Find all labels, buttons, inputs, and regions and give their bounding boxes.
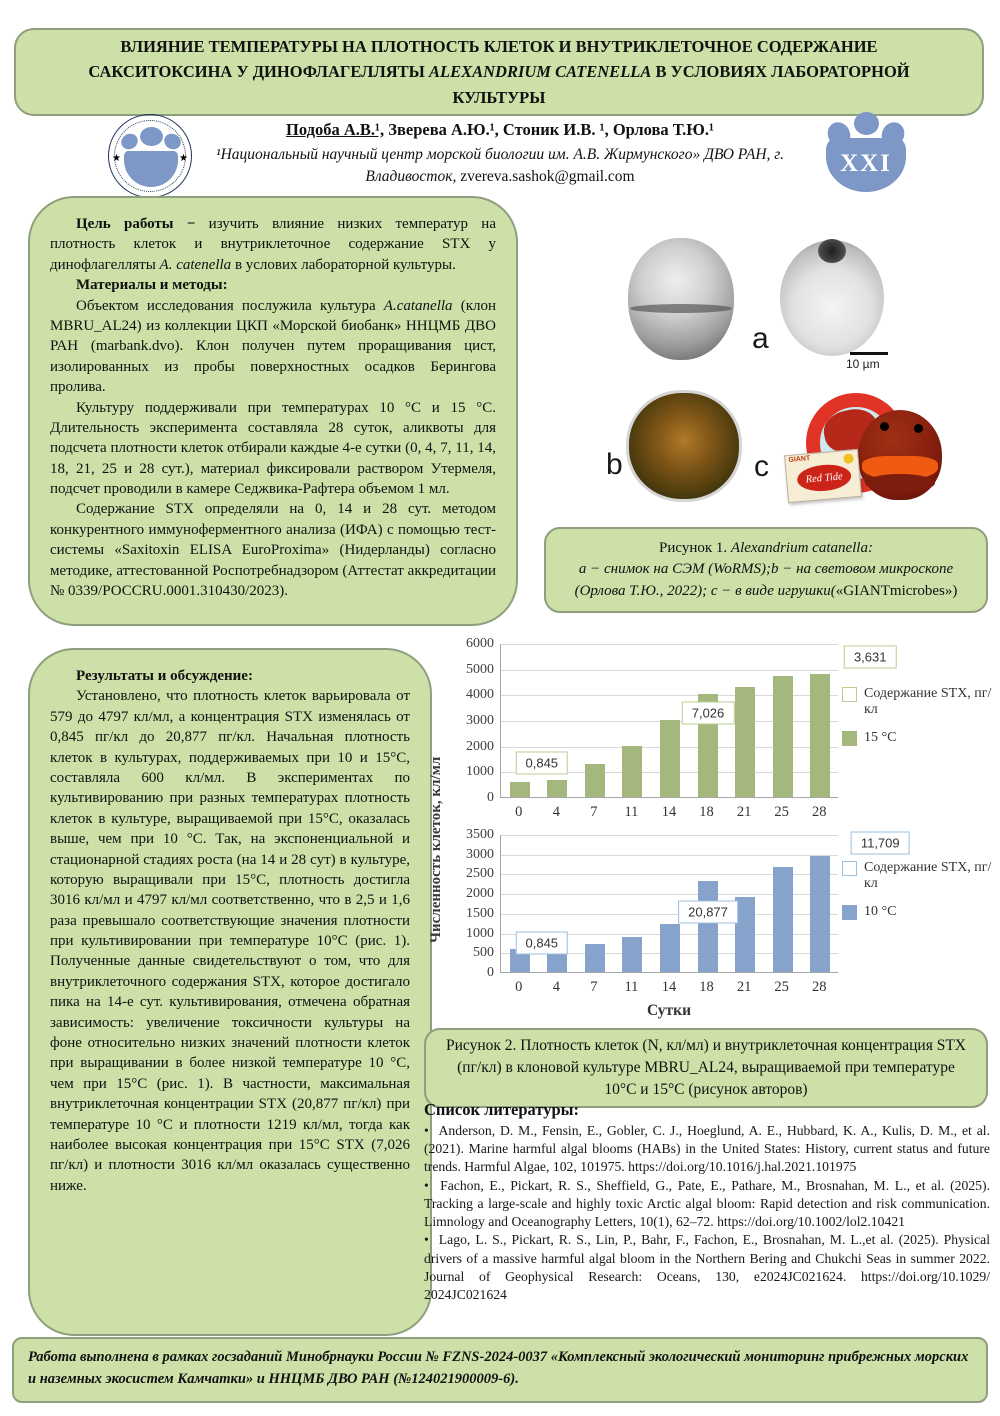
cell-girdle [630,304,732,313]
chart-10c-y-ticks [432,827,494,980]
bullet-icon: • [424,1232,429,1248]
seal-blob-center [140,127,163,146]
reference-item [424,1177,990,1232]
methods-paragraph-3: Содержание STX определяли на 0, 14 и 28 сут. методом конкурентного иммуноферментного анализа (ИФА) с помощью тест-системы «Saxitoxin ELISA EuroProxima» (Нидерланды) согласно методике, аттестованной Роспотребнадзором (Аттестат аккредитации № 0339/РОССRU.0001.310430/2023). [50,501,496,600]
image-label-b: b [606,448,623,481]
gridline [501,855,838,856]
legend-label: Содержание STX, пг/кл [864,860,992,892]
y-tick-label: 2000 [466,886,494,902]
affiliation [200,144,800,189]
bullet-icon: • [424,1123,429,1138]
x-tick-label: 11 [624,804,639,820]
sem-image-1 [628,238,734,360]
chart-15c-legend [842,686,992,758]
email-text: zvereva.sashok@gmail.com [460,168,635,186]
y-tick-label: 3000 [466,713,494,728]
xxi-emblem-logo [826,112,906,200]
gridline [501,670,838,671]
y-tick-label: 4000 [466,687,494,703]
title-part2: В УСЛОВИЯХ ЛАБОРАТОРНОЙ КУЛЬТУРЫ [452,62,910,107]
goal-heading: Цель работы − [76,216,209,232]
charts-y-axis-label: Численность клеток, кл/мл [428,756,444,944]
author-first: Подоба А.В.¹, [286,120,385,139]
toy-plush [858,410,942,500]
toy-card-title: Red Tide [796,463,852,494]
legend-label: 15 °C [864,730,897,746]
title-species: ALEXANDRIUM CATENELLA [429,62,652,82]
results-heading: Результаты и обсуждение: [76,668,253,684]
chart-15c-y-ticks [432,636,494,805]
figure1-number: Рисунок 1. [659,540,731,557]
x-tick-label: 28 [811,979,827,995]
y-tick-label: 1000 [466,764,494,780]
chart-10c [432,826,992,1026]
seal-star-right: ★ [179,153,188,164]
data-label: 20,877 [678,900,738,923]
data-label: 0,845 [515,752,568,775]
results-paragraph: Установлено, что плотность клеток варьировала от 579 до 4797 кл/мл, а концентрация STX изменялась от 0,845 пг/кл до 20,877 пг/кл. Начальная плотность клеток в культурах, поддерживаемых при 10 и 15°С, составляла 600 кл/мл. В экспериментах по культивированию при разных температурах плотность клеток в культуре, выращиваемой при 15°С, оказалась выше, чем при 10 °С. Так, на экспоненциальной и стационарной стадиях роста (на 14 и 28 сут) в культуре, которую выращивали при 15°С, плотность достигла 3016 кл/мл и 4797 кл/мл соответственно, что в 2,5 и 1,6 раза превышало соответствующие значения плотности при культивировании при температуре 10°С (рис. 1). Полученные данные свидетельствуют о том, что для внутриклеточного содержания STX, которое достигало пика на 14-е сут. культивирования, отмечена обратная зависимость: увеличение токсичности культуры на фоне относительно низких значений плотности клеток при выращивании в более низкой температуре 10 °С, чем при 15°С (рис. 1). В частности, максимальная внутриклеточная концентрации STX (20,877 пг/кл) при температуре 10 °С и плотности 1219 кл/мл, тогда как наиболее высокая концентрация при 15°С STX (7,026 пг/кл) и плотности 3016 кл/мл оказалась существенно ниже. [50,688,410,1194]
toy-card-brand: GIANT [788,455,811,464]
results-box [28,648,432,1336]
legend-swatch-empty [842,687,857,702]
bar-day-28 [810,674,830,797]
methods-paragraph-1 [50,296,496,398]
legend-label: 10 °C [864,904,897,920]
x-tick-label: 7 [590,979,598,995]
gridline [501,835,838,836]
legend-swatch-filled [842,731,857,746]
figure1-line3-text: (Орлова Т.Ю., 2022); c − в виде игрушки( [574,582,836,599]
y-tick-label: 1500 [466,905,494,921]
methods-species: A.catanella [383,297,453,314]
y-tick-label: 500 [473,945,494,961]
bar-day-18 [698,881,718,972]
emblem-xxi-text: XXI [840,150,892,177]
x-tick-label: 21 [736,979,752,995]
reference-2-text: Fachon, E., Pickart, R. S., Sheffield, G., Pate, E., Pathare, M., Brosnahan, M. L., et al. (2025). Tracking a large-scale and highly toxic Arctic algal bloom: Rapid detection and risk communication. Limnology and Oceanography Letters, 10(1), 62–72. https://doi.org/10.1002/lol2.10421 [424,1177,991,1230]
reference-1-text: Anderson, D. M., Fensin, E., Gobler, C. J., Hoeglund, A. E., Hubbard, K. A., Kulis, D. M., et al. (2021). Marine harmful algal blooms (HABs) in the United States: History, current status and future trends. Harmful Algae, 102, 101975. https://doi.org/10.1016/j.hal.2021.101975 [424,1123,991,1175]
title-part1: ВЛИЯНИЕ ТЕМПЕРАТУРЫ НА ПЛОТНОСТЬ КЛЕТОК И ВНУТРИКЛЕТОЧНОЕ СОДЕРЖАНИЕ САКСИТОКСИНА У ДИНОФЛАГЕЛЛЯТЫ [88,36,878,82]
y-tick-label: 5000 [466,661,494,677]
data-label: 0,845 [515,932,568,955]
legend-swatch-empty [842,861,857,876]
scale-bar-label: 10 µm [846,357,880,371]
poster-title-text [72,34,926,111]
goal-paragraph [50,214,496,275]
x-tick-label: 14 [661,979,677,995]
x-tick-label: 4 [552,979,560,995]
bar-day-28 [810,856,830,972]
figure1-line1 [556,538,976,559]
chart-10c-legend [842,860,992,932]
x-tick-label: 25 [774,979,789,995]
references-heading: Список литературы: [424,1100,580,1119]
toy-card-dot [843,453,854,464]
figure2-caption [424,1028,988,1108]
y-tick-label: 3000 [466,846,494,862]
x-tick-label: 14 [661,804,677,820]
sem-image-2 [780,240,884,356]
y-tick-label: 1000 [466,925,494,941]
toy-eye-right [914,424,923,433]
bullet-icon: • [424,1177,429,1193]
affiliation-city: Владивосток, [365,168,461,186]
image-label-c: c [754,450,769,483]
y-tick-label: 0 [487,965,494,980]
affiliation-line1: ¹Национальный научный центр морской биологии им. А.В. Жирмунского» ДВО РАН, г. [215,146,785,163]
figure2-caption-text: Рисунок 2. Плотность клеток (N, кл/мл) и внутриклеточная концентрация STX (пг/кл) в клоновой культуре MBRU_AL24, выращиваемой при температуре 10°С и 15°С (рисунок авторов) [446,1037,966,1098]
goal-text-a: изучить влияние низких температур на плотность клеток и внутриклеточное содержание STX у динофлагелляты [50,216,496,273]
bar-day-25 [773,676,793,797]
results-heading-paragraph [50,666,410,686]
x-tick-label: 25 [774,804,789,820]
x-tick-label: 28 [811,804,827,820]
toy-eye-left [880,422,889,431]
bar-day-0 [510,782,530,797]
figure1-line2-text: a − снимок на СЭМ (WoRMS);b − на световом микроскопе [578,561,954,578]
figure1-line3-brand: «GIANTmicrobes») [835,582,958,599]
poster-title [14,28,984,116]
goal-species: A. catenella [159,256,232,273]
goal-text-b: в услових лабораторной культуры. [231,256,456,273]
authors-line [200,120,800,140]
gridline [501,644,838,645]
bar-day-21 [735,687,755,797]
methods-heading: Материалы и методы: [76,277,228,294]
y-tick-label: 0 [487,790,494,805]
x-tick-label: 18 [699,979,714,995]
funding-footer [12,1337,988,1403]
methods-heading-paragraph [50,275,496,295]
references-section [424,1100,990,1304]
y-tick-label: 2500 [466,866,494,882]
figure1-species: Alexandrium catanella: [730,540,873,557]
bar-day-4 [547,780,567,797]
authors-rest: Зверева А.Ю.¹, Стоник И.В. ¹, Орлова Т.Ю.¹ [384,120,714,139]
bar-day-21 [735,897,755,972]
emblem-petal-center [854,112,879,135]
y-tick-label: 2000 [466,738,494,754]
legend-entry [842,904,992,920]
seal-star-left: ★ [112,153,121,164]
figure1-line2 [556,559,976,580]
light-microscope-image [626,390,742,502]
x-tick-label: 7 [590,804,598,820]
reference-item [424,1231,990,1304]
x-tick-label: 11 [624,979,639,995]
chart-10c-x-ticks [500,979,838,997]
bar-day-7 [585,764,605,797]
legend-swatch-filled [842,905,857,920]
methods-p1b: (клон MBRU_AL24) из коллекции ЦКП «Морской биобанк» ННЦМБ ДВО РАН (marbank.dvo). Клон получен путем проращивания цист, изолированных из пробы поверхностных осадков Берингова пролива. [50,297,496,396]
bar-day-11 [622,746,642,797]
x-tick-label: 0 [515,979,523,995]
y-tick-label: 6000 [466,636,494,651]
cell-apex [818,239,846,263]
x-tick-label: 4 [552,804,560,820]
bar-day-25 [773,867,793,972]
data-label: 7,026 [682,702,735,725]
x-tick-label: 0 [515,804,523,820]
figure1-caption [544,527,988,613]
funding-text: Работа выполнена в рамках госзаданий Минобрнауки России № FZNS-2024-0037 «Комплексный экологический мониторинг прибрежных морских и наземных экосистем Камчатки» и ННЦМБ ДВО РАН (№124021900009-6). [28,1349,969,1387]
reference-3-text: Lago, L. S., Pickart, R. S., Lin, P., Bahr, F., Fachon, E., Brosnahan, M. L.,et al. (2025). Physical drivers of a massive harmful algal bloom in the Northern Bering and Chukchi Seas in summer 2022. Journal of Geophysical Research: Oceans, 130, e2024JC021624. https://doi.org/10.1029/ 2024JC021624 [424,1232,991,1302]
bar-day-11 [622,937,642,972]
y-tick-label: 3500 [466,827,494,842]
toy-card [784,449,862,503]
x-tick-label: 21 [736,804,752,820]
institute-seal-logo [108,114,192,198]
chart-15c-x-ticks [500,804,838,822]
legend-entry [842,686,992,718]
methods-p1a: Объектом исследования послужила культура [76,297,384,314]
legend-entry [842,860,992,892]
bar-day-7 [585,944,605,972]
image-label-a: a [752,322,769,355]
authors-block [200,120,800,189]
data-label: 3,631 [844,645,897,668]
figure1-line3 [556,581,976,602]
chart-15c [432,634,992,826]
legend-label: Содержание STX, пг/кл [864,686,992,718]
bar-day-14 [660,924,680,972]
methods-paragraph-2: Культуру поддерживали при температурах 10 °С и 15 °С. Длительность эксперимента составляла 28 суток, аликвоты для подсчета плотности клеток отбирали каждые 4-е сутки (0, 4, 7, 11, 14, 18, 21, 25 и 28 сут.), материал фиксировали раствором Утермеля, подсчет проводили в камере Седжвика-Рафтера объемом 1 мл. [50,399,496,498]
data-label: 11,709 [851,831,910,854]
legend-entry [842,730,992,746]
reference-item [424,1122,990,1177]
toy-lip [865,474,935,492]
scale-bar [850,352,888,355]
x-tick-label: 18 [699,804,714,820]
chart-x-axis-label: Сутки [646,1002,692,1019]
goal-methods-box [28,196,518,626]
bar-day-14 [660,720,680,797]
